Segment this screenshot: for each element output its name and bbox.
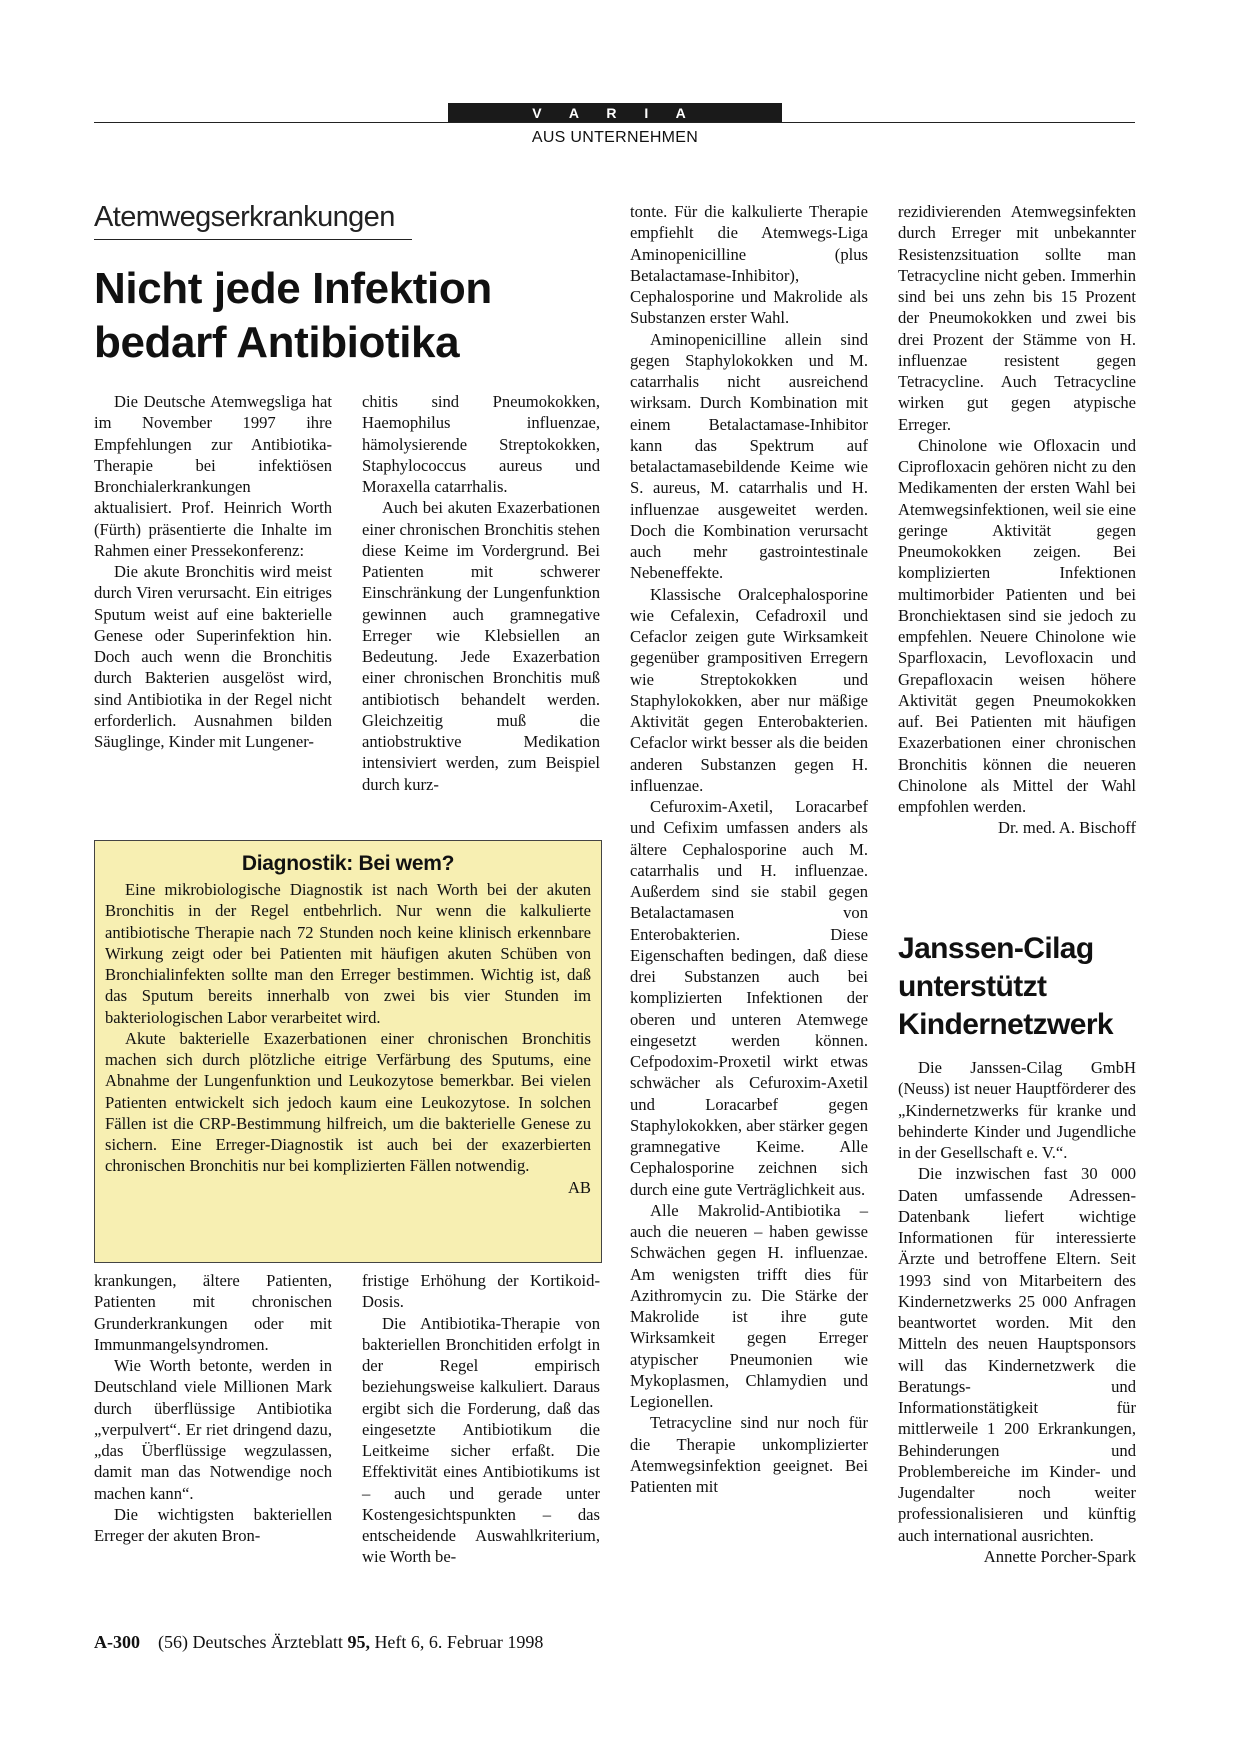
info-box-title: Diagnostik: Bei wem? bbox=[241, 852, 455, 875]
info-box-initials: AB bbox=[567, 1177, 591, 1197]
paragraph: Die wichtigsten bakteriellen Erreger der akuten Bron- bbox=[94, 1504, 332, 1545]
paragraph: Chinolone wie Ofloxacin und Ciprofloxacin gehören nicht zu den Medikamenten der ersten Wahl bei Atemwegsinfektionen, weil sie eine geringe Aktivität gegen Pneumokokken zeigen. Bei komplizierten Infektionen multimorbider Patienten und bei Bronchiektasen sind sie jedoch zu empfehlen. Neuere Chinolone wie Sparfloxacin, Levofloxacin und Grepafloxacin weisen höhere Aktivität gegen Pneumokokken auf. Bei Patienten mit häufigen Exazerbationen einer chronischen Bronchitis können die neueren Chinolone als Mittel der Wahl empfohlen werden. bbox=[898, 435, 1136, 816]
diagnostik-info-box bbox=[94, 840, 602, 1263]
paragraph: rezidivierenden Atemwegsinfekten durch Erreger mit unbekannter Resistenzsituation sollte man Tetracycline nicht geben. Immerhin sind bei uns zehn bis 15 Prozent der Pneumokokken und zwei bis drei Prozent der Stämme von H. influenzae resistent gegen Tetracycline. Auch Tetracycline wirken gut gegen atypische Erreger. bbox=[898, 202, 1136, 434]
info-box-paragraph: Eine mikrobiologische Diagnostik ist nach Worth bei der akuten Bronchitis in der Regel entbehrlich. Nur wenn die kalkulierte antibiotische Therapie nach 72 Stunden noch keine klinisch erkennbare Wirkung zeigt oder bei Patienten mit häufigen akuten Schüben von Bronchialinfekten sollte man den Erreger bestimmen. Wichtig ist, daß das Sputum bereits innerhalb von zwei bis vier Stunden im bakteriologischen Labor verarbeitet wird. bbox=[105, 880, 591, 1027]
paragraph: krankungen, ältere Patienten, Patienten mit chronischen Grunderkrankungen oder mit Immunmangelsyndromen. bbox=[94, 1271, 332, 1354]
page-number: A-300 bbox=[94, 1632, 140, 1652]
article-column-2-top bbox=[362, 391, 600, 795]
paragraph: Alle Makrolid-Antibiotika – auch die neueren – haben gewisse Schwächen gegen H. influenzae. Am wenigsten trifft dies für Azithromycin zu. Die Stärke der Makrolide ist ihre gute Wirksamkeit gegen Erreger atypischer Pneumonien wie Mykoplasmen, Chlamydien und Legionellen. bbox=[630, 1200, 868, 1411]
journal-issue: (56) Deutsches Ärzteblatt bbox=[158, 1632, 343, 1652]
paragraph: tonte. Für die kalkulierte Therapie empfiehlt die Atemwegs-Liga Aminopenicilline (plus Betalactamase-Inhibitor), Cephalosporine und Makrolide als Substanzen erster Wahl. bbox=[630, 202, 868, 328]
article-column-1-bottom bbox=[94, 1270, 332, 1546]
section-rubric: V A R I A bbox=[448, 103, 782, 123]
paragraph: fristige Erhöhung der Kortikoid-Dosis. bbox=[362, 1271, 600, 1312]
page-footer bbox=[94, 1632, 543, 1653]
article-column-2-bottom bbox=[362, 1270, 600, 1568]
paragraph: Aminopenicilline allein sind gegen Staphylokokken und M. catarrhalis nicht ausreichend wirksam. Durch Kombination mit einem Betalactamase-Inhibitor kann das Spektrum auf betalactamasebildende Keime wie S. aureus, M. catarrhalis und H. influenzae ausgeweitet werden. Doch die Kombination verursacht auch mehr gastrointestinale Nebeneffekte. bbox=[630, 329, 868, 583]
paragraph: Die Janssen-Cilag GmbH (Neuss) ist neuer Hauptförderer des „Kindernetzwerks für kranke und behinderte Kinder und Jugendliche in der Gesellschaft e. V.“. bbox=[898, 1058, 1136, 1162]
paragraph: Die akute Bronchitis wird meist durch Viren verursacht. Ein eitriges Sputum weist auf eine bakterielle Genese oder Superinfektion hin. Doch auch wenn die Bronchitis durch Bakterien ausgelöst wird, sind Antibiotika in der Regel nicht erforderlich. Ausnahmen bilden Säuglinge, Kinder mit Lungener- bbox=[94, 562, 332, 751]
side-article-headline: Janssen-Cilag unterstützt Kindernetzwerk bbox=[898, 932, 1113, 1041]
side-article-author: Annette Porcher-Spark bbox=[983, 1546, 1136, 1566]
paragraph: Cefuroxim-Axetil, Loracarbef und Cefixim umfassen anders als ältere Cephalosporine auch M. catarrhalis und H. influenzae. Außerdem sind sie stabil gegen Betalactamasen von Enterobakterien. Diese Eigenschaften bedingen, daß diese drei Substanzen auch bei komplizierten Infektionen der oberen und unteren Atemwege eingesetzt werden können. Cefpodoxim-Proxetil wirkt etwas schwächer als Cefuroxim-Axetil und Loracarbef gegen Staphylokokken, aber stärker gegen gramnegative Keime. Alle Cephalosporine zeichnen sich durch eine gute Verträglichkeit aus. bbox=[630, 797, 868, 1199]
paragraph: Die Deutsche Atemwegsliga hat im November 1997 ihre Empfehlungen zur Antibiotika-Therapie bei infektiösen Bronchialerkrankungen aktualisiert. Prof. Heinrich Worth (Fürth) präsentierte die Inhalte im Rahmen einer Pressekonferenz: bbox=[94, 392, 332, 560]
paragraph: Wie Worth betonte, werden in Deutschland viele Millionen Mark durch überflüssige Antibiotika „verpulvert“. Er riet dringend dazu, „das Überflüssige wegzulassen, damit man das Notwendige noch machen kann“. bbox=[94, 1356, 332, 1503]
article-kicker: Atemwegserkrankungen bbox=[94, 201, 395, 233]
journal-issue-date: Heft 6, 6. Februar 1998 bbox=[374, 1632, 544, 1652]
paragraph: Tetracycline sind nur noch für die Therapie unkomplizierter Atemwegsinfektion geeignet. Bei Patienten mit bbox=[630, 1413, 868, 1496]
article-author: Dr. med. A. Bischoff bbox=[998, 818, 1136, 838]
paragraph: Auch bei akuten Exazerbationen einer chronischen Bronchitis stehen diese Keime im Vordergrund. Bei Patienten mit schwerer Einschränkung der Lungenfunktion gewinnen auch gramnegative Erreger wie Klebsiellen an Bedeutung. Jede Exazerbation einer chronischen Bronchitis muß antibiotisch behandelt werden. Gleichzeitig muß die antiobstruktive Medikation intensiviert werden, zum Beispiel durch kurz- bbox=[362, 498, 600, 794]
kicker-underline bbox=[94, 239, 412, 240]
article-headline: Nicht jede Infektion bedarf Antibiotika bbox=[94, 264, 492, 367]
header-rule bbox=[94, 122, 1135, 123]
journal-volume: 95, bbox=[347, 1632, 370, 1652]
paragraph: Klassische Oralcephalosporine wie Cefalexin, Cefadroxil und Cefaclor zeigen gute Wirksamkeit gegenüber grampositiven Erregern wie Streptokokken und Staphylokokken, aber nur mäßige Aktivität gegen Enterobakterien. Cefaclor wirkt besser als die beiden anderen Substanzen gegen H. influenzae. bbox=[630, 584, 868, 795]
section-subrubric: AUS UNTERNEHMEN bbox=[531, 129, 699, 146]
paragraph: Die inzwischen fast 30 000 Daten umfassende Adressen-Datenbank liefert wichtige Informationen für interessierte Ärzte und betroffene Eltern. Seit 1993 sind von Mitarbeitern des Kindernetzwerks 25 000 Anfragen beantwortet worden. Mit den Mitteln des neuen Hauptsponsors will das Kindernetzwerk die Beratungs- und Informationstätigkeit für mittlerweile 1 200 Erkrankungen, Behinderungen und Problembereiche im Kinder- und Jugendalter noch weiter professionalisieren und künftig auch international ausrichten. bbox=[898, 1164, 1136, 1545]
paragraph: Die Antibiotika-Therapie von bakteriellen Bronchitiden erfolgt in der Regel empirisch beziehungsweise kalkuliert. Daraus ergibt sich die Forderung, daß das eingesetzte Antibiotikum die Leitkeime sicher erfaßt. Die Effektivität eines Antibiotikums ist – auch und gerade unter Kostengesichtspunkten – das entscheidende Auswahlkriterium, wie Worth be- bbox=[362, 1313, 600, 1567]
paragraph: chitis sind Pneumokokken, Haemophilus influenzae, hämolysierende Streptokokken, Staphylococcus aureus und Moraxella catarrhalis. bbox=[362, 392, 600, 496]
side-article-body bbox=[898, 1057, 1136, 1567]
article-column-4 bbox=[898, 201, 1136, 839]
article-column-1-top bbox=[94, 391, 332, 752]
article-column-3 bbox=[630, 201, 868, 1497]
info-box-paragraph: Akute bakterielle Exazerbationen einer chronischen Bronchitis machen sich durch plötzliche eitrige Verfärbung des Sputums, eine Abnahme der Lungenfunktion und Leukozytose bemerkbar. Bei vielen Patienten entwickelt sich jedoch kaum eine Leukozytose. In solchen Fällen ist die CRP-Bestimmung hilfreich, um die bakterielle Genese zu sichern. Eine Erreger-Diagnostik ist auch bei der exazerbierten chronischen Bronchitis nur bei komplizierten Fällen notwendig. bbox=[105, 1028, 591, 1176]
